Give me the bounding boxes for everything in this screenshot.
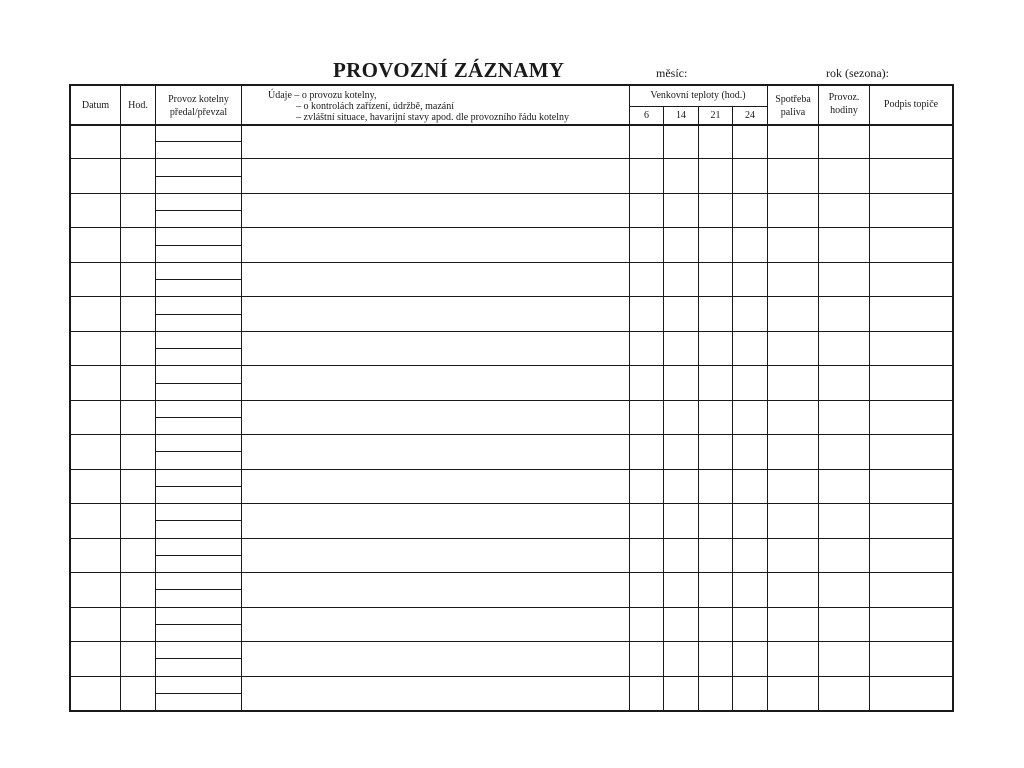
handover-split-line <box>156 624 241 625</box>
row-divider <box>71 503 952 504</box>
handover-split-line <box>156 176 241 177</box>
form-title: PROVOZNÍ ZÁZNAMY <box>333 58 565 82</box>
handover-split-line <box>156 210 241 211</box>
header-udaje-line2: – o kontrolách zařízení, údržbě, mazání <box>296 101 454 112</box>
column-divider <box>155 86 156 710</box>
handover-split-line <box>156 693 241 694</box>
month-label: měsíc: <box>656 66 688 80</box>
handover-split-line <box>156 279 241 280</box>
handover-split-line <box>156 383 241 384</box>
handover-split-line <box>156 451 241 452</box>
handover-split-line <box>156 658 241 659</box>
row-divider <box>71 193 952 194</box>
row-divider <box>71 296 952 297</box>
header-hour-24: 24 <box>745 110 755 121</box>
header-provoz-hodiny-line2: hodiny <box>830 105 858 116</box>
header-hour-21: 21 <box>710 110 721 121</box>
header-datum: Datum <box>81 100 110 111</box>
column-divider <box>241 86 242 710</box>
row-divider <box>71 400 952 401</box>
handover-split-line <box>156 520 241 521</box>
column-divider <box>869 86 870 710</box>
row-divider <box>71 331 952 332</box>
column-divider <box>732 106 733 710</box>
column-divider <box>120 86 121 710</box>
row-divider <box>71 641 952 642</box>
header-spotreba-line2: paliva <box>780 107 806 118</box>
header-provoz-hodiny-line1: Provoz. <box>828 92 860 103</box>
handover-split-line <box>156 141 241 142</box>
header-podpis: Podpis topiče <box>883 99 939 110</box>
row-divider <box>71 469 952 470</box>
column-divider <box>818 86 819 710</box>
column-divider <box>629 86 630 710</box>
row-divider <box>71 158 952 159</box>
header-spotreba-line1: Spotřeba <box>775 94 811 105</box>
header-hour-6: 6 <box>644 110 649 121</box>
row-divider <box>71 365 952 366</box>
header-provoz-line2: předal/převzal <box>169 107 228 118</box>
row-divider <box>71 572 952 573</box>
row-divider <box>71 262 952 263</box>
handover-split-line <box>156 589 241 590</box>
handover-split-line <box>156 417 241 418</box>
row-divider <box>71 538 952 539</box>
header-hour-14: 14 <box>676 110 686 121</box>
column-divider <box>767 86 768 710</box>
column-divider <box>663 106 664 710</box>
header-hod: Hod. <box>128 100 148 111</box>
handover-split-line <box>156 555 241 556</box>
temperature-subheader-divider <box>629 106 767 107</box>
row-divider <box>71 676 952 677</box>
row-divider <box>71 607 952 608</box>
handover-split-line <box>156 348 241 349</box>
header-udaje-line3: – zvláštní situace, havarijní stavy apod. dle provozního řádu kotelny <box>296 112 569 123</box>
handover-split-line <box>156 314 241 315</box>
column-divider <box>698 106 699 710</box>
header-udaje-line1: Údaje – o provozu kotelny, <box>268 90 377 101</box>
header-divider <box>71 124 952 126</box>
handover-split-line <box>156 486 241 487</box>
year-label: rok (sezona): <box>826 66 889 80</box>
handover-split-line <box>156 245 241 246</box>
row-divider <box>71 227 952 228</box>
log-table <box>69 84 954 712</box>
header-provoz-line1: Provoz kotelny <box>168 94 229 105</box>
header-teploty: Venkovní teploty (hod.) <box>650 90 746 101</box>
row-divider <box>71 434 952 435</box>
